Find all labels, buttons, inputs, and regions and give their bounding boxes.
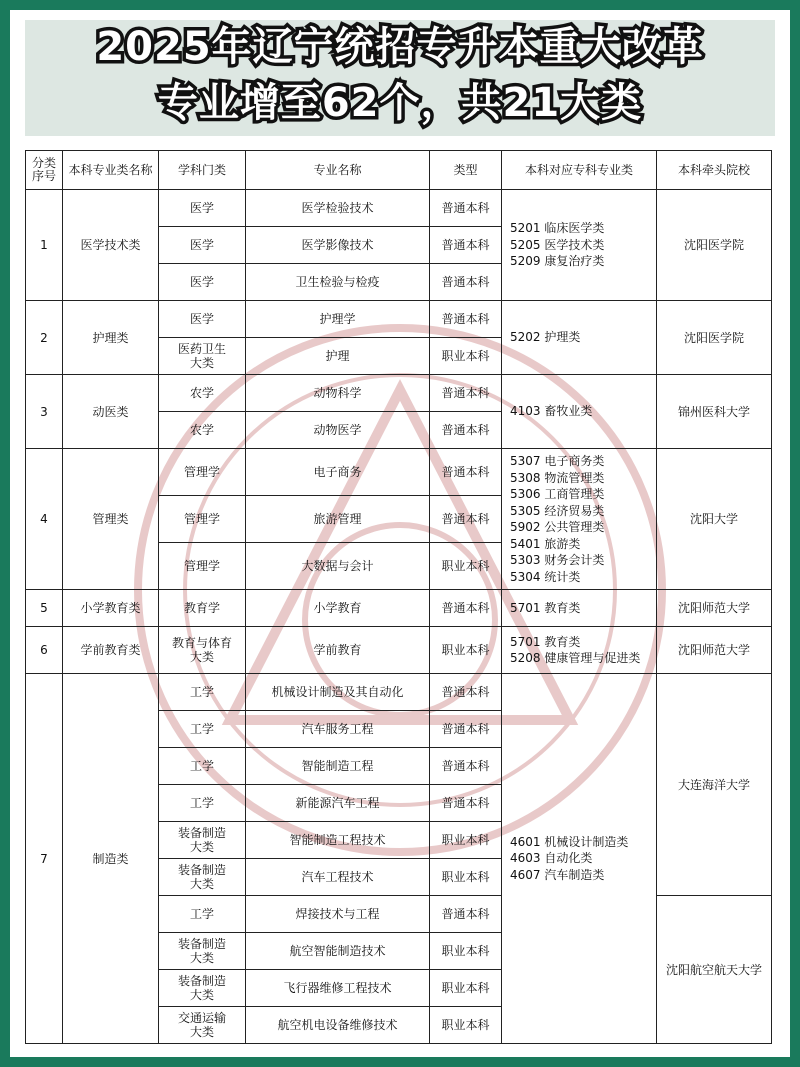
header-major: 专业名称 <box>246 151 430 190</box>
header-seq: 分类序号 <box>26 151 63 190</box>
cell-school: 沈阳师范大学 <box>657 590 772 627</box>
cell-type: 职业本科 <box>430 970 502 1007</box>
cell-related-line: 5303 财务会计类 <box>510 553 605 567</box>
cell-related <box>502 449 657 590</box>
cell-major: 新能源汽车工程 <box>246 785 430 822</box>
cell-discipline-line: 大类 <box>189 840 214 854</box>
cell-related-line: 5307 电子商务类 <box>510 454 605 468</box>
table-row <box>26 449 772 496</box>
cell-major: 小学教育 <box>246 590 430 627</box>
cell-discipline-line: 装备制造 <box>177 863 226 877</box>
cell-type: 普通本科 <box>430 301 502 338</box>
cell-type: 普通本科 <box>430 375 502 412</box>
cell-seq: 5 <box>26 590 63 627</box>
table-row <box>26 190 772 227</box>
cell-related <box>502 590 657 627</box>
cell-major: 大数据与会计 <box>246 543 430 590</box>
cell-discipline: 工学 <box>159 785 246 822</box>
cell-major: 智能制造工程技术 <box>246 822 430 859</box>
cell-type: 职业本科 <box>430 543 502 590</box>
cell-type: 职业本科 <box>430 859 502 896</box>
cell-discipline: 管理学 <box>159 496 246 543</box>
cell-type: 普通本科 <box>430 412 502 449</box>
cell-discipline: 医学 <box>159 264 246 301</box>
cell-school: 沈阳航空航天大学 <box>657 896 772 1044</box>
cell-related <box>502 375 657 449</box>
table-row <box>26 674 772 711</box>
cell-major: 智能制造工程 <box>246 748 430 785</box>
cell-major: 卫生检验与检疫 <box>246 264 430 301</box>
cell-major: 护理 <box>246 338 430 375</box>
header-type: 类型 <box>430 151 502 190</box>
cell-discipline-line: 医药卫生 <box>177 342 226 356</box>
cell-related-line: 5902 公共管理类 <box>510 520 605 534</box>
cell-discipline <box>159 627 246 674</box>
cell-discipline: 医学 <box>159 301 246 338</box>
cell-type: 职业本科 <box>430 933 502 970</box>
cell-discipline: 管理学 <box>159 449 246 496</box>
cell-discipline-line: 教育与体育 <box>171 636 232 650</box>
cell-school: 沈阳医学院 <box>657 301 772 375</box>
cell-related-line: 4603 自动化类 <box>510 851 593 866</box>
cell-related-line: 5308 物流管理类 <box>510 470 605 485</box>
cell-discipline <box>159 859 246 896</box>
cell-related-line: 4601 机械设计制造类 <box>510 834 629 849</box>
cell-discipline <box>159 1007 246 1044</box>
cell-discipline-line: 装备制造 <box>177 937 226 951</box>
cell-discipline <box>159 970 246 1007</box>
cell-discipline <box>159 933 246 970</box>
cell-discipline: 工学 <box>159 674 246 711</box>
cell-major: 动物医学 <box>246 412 430 449</box>
cell-type: 普通本科 <box>430 785 502 822</box>
cell-category: 医学技术类 <box>63 190 159 301</box>
cell-related-line: 5304 统计类 <box>510 569 581 584</box>
cell-type: 普通本科 <box>430 190 502 227</box>
cell-related <box>502 190 657 301</box>
cell-type: 普通本科 <box>430 496 502 543</box>
cell-discipline: 农学 <box>159 375 246 412</box>
cell-major: 护理学 <box>246 301 430 338</box>
cell-discipline-line: 交通运输 <box>177 1011 226 1025</box>
table-row <box>26 375 772 412</box>
cell-seq: 3 <box>26 375 63 449</box>
cell-major: 医学影像技术 <box>246 227 430 264</box>
cell-discipline: 医学 <box>159 190 246 227</box>
cell-type: 职业本科 <box>430 1007 502 1044</box>
cell-type: 普通本科 <box>430 711 502 748</box>
cell-seq: 1 <box>26 190 63 301</box>
cell-major: 旅游管理 <box>246 496 430 543</box>
table-row <box>26 590 772 627</box>
cell-major: 学前教育 <box>246 627 430 674</box>
cell-category: 动医类 <box>63 375 159 449</box>
cell-related-line: 5701 教育类 <box>510 600 581 615</box>
table-row <box>26 301 772 338</box>
cell-seq: 4 <box>26 449 63 590</box>
header-discipline: 学科门类 <box>159 151 246 190</box>
cell-discipline: 医学 <box>159 227 246 264</box>
cell-type: 普通本科 <box>430 227 502 264</box>
table-row <box>26 627 772 674</box>
cell-discipline <box>159 822 246 859</box>
cell-related-line: 5701 教育类 <box>510 634 581 649</box>
cell-category: 学前教育类 <box>63 627 159 674</box>
cell-seq: 7 <box>26 674 63 1044</box>
cell-major: 航空机电设备维修技术 <box>246 1007 430 1044</box>
cell-major: 机械设计制造及其自动化 <box>246 674 430 711</box>
cell-discipline: 教育学 <box>159 590 246 627</box>
header-related: 本科对应专科专业类 <box>502 151 657 190</box>
cell-related-line: 4103 畜牧业类 <box>510 404 593 419</box>
cell-related <box>502 627 657 674</box>
cell-discipline: 工学 <box>159 896 246 933</box>
cell-discipline-line: 大类 <box>189 951 214 965</box>
cell-school: 沈阳大学 <box>657 449 772 590</box>
cell-school: 大连海洋大学 <box>657 674 772 896</box>
cell-related-line: 5201 临床医学类 <box>510 221 605 236</box>
cell-related-line: 5306 工商管理类 <box>510 487 605 501</box>
title-line-2: 专业增至62个，共21大类 <box>157 80 643 126</box>
cell-discipline <box>159 338 246 375</box>
cell-type: 职业本科 <box>430 338 502 375</box>
cell-discipline: 管理学 <box>159 543 246 590</box>
cell-major: 焊接技术与工程 <box>246 896 430 933</box>
cell-seq: 6 <box>26 627 63 674</box>
cell-discipline-line: 大类 <box>189 650 214 664</box>
cell-type: 职业本科 <box>430 822 502 859</box>
cell-discipline: 工学 <box>159 711 246 748</box>
majors-table <box>25 150 772 1044</box>
cell-related-line: 5401 旅游类 <box>510 536 581 551</box>
cell-related-line: 5208 健康管理与促进类 <box>510 651 641 665</box>
header-school: 本科牵头院校 <box>657 151 772 190</box>
cell-discipline-line: 大类 <box>189 356 214 370</box>
cell-related-line: 5205 医学技术类 <box>510 237 605 252</box>
cell-category: 管理类 <box>63 449 159 590</box>
cell-type: 普通本科 <box>430 590 502 627</box>
cell-type: 普通本科 <box>430 449 502 496</box>
cell-category: 小学教育类 <box>63 590 159 627</box>
cell-category: 制造类 <box>63 674 159 1044</box>
cell-discipline: 工学 <box>159 748 246 785</box>
cell-type: 普通本科 <box>430 748 502 785</box>
cell-discipline-line: 大类 <box>189 988 214 1002</box>
cell-related-line: 5305 经济贸易类 <box>510 503 605 518</box>
cell-major: 汽车服务工程 <box>246 711 430 748</box>
cell-related <box>502 301 657 375</box>
cell-seq: 2 <box>26 301 63 375</box>
header-category: 本科专业类名称 <box>63 151 159 190</box>
cell-related-line: 4607 汽车制造类 <box>510 867 605 882</box>
table-header-row <box>26 151 772 190</box>
cell-school: 锦州医科大学 <box>657 375 772 449</box>
cell-school: 沈阳医学院 <box>657 190 772 301</box>
cell-major: 医学检验技术 <box>246 190 430 227</box>
cell-major: 飞行器维修工程技术 <box>246 970 430 1007</box>
cell-discipline-line: 大类 <box>189 1025 214 1039</box>
cell-discipline: 农学 <box>159 412 246 449</box>
cell-type: 职业本科 <box>430 627 502 674</box>
cell-discipline-line: 装备制造 <box>177 826 226 840</box>
cell-major: 汽车工程技术 <box>246 859 430 896</box>
cell-related-line: 5202 护理类 <box>510 330 581 345</box>
cell-related-line: 5209 康复治疗类 <box>510 254 605 269</box>
cell-related <box>502 674 657 1044</box>
cell-discipline-line: 大类 <box>189 877 214 891</box>
title-line-1: 2025年辽宁统招专升本重大改革 <box>96 24 704 70</box>
cell-type: 普通本科 <box>430 264 502 301</box>
cell-major: 动物科学 <box>246 375 430 412</box>
cell-school: 沈阳师范大学 <box>657 627 772 674</box>
cell-category: 护理类 <box>63 301 159 375</box>
cell-major: 电子商务 <box>246 449 430 496</box>
cell-discipline-line: 装备制造 <box>177 974 226 988</box>
cell-major: 航空智能制造技术 <box>246 933 430 970</box>
cell-type: 普通本科 <box>430 674 502 711</box>
cell-type: 普通本科 <box>430 896 502 933</box>
